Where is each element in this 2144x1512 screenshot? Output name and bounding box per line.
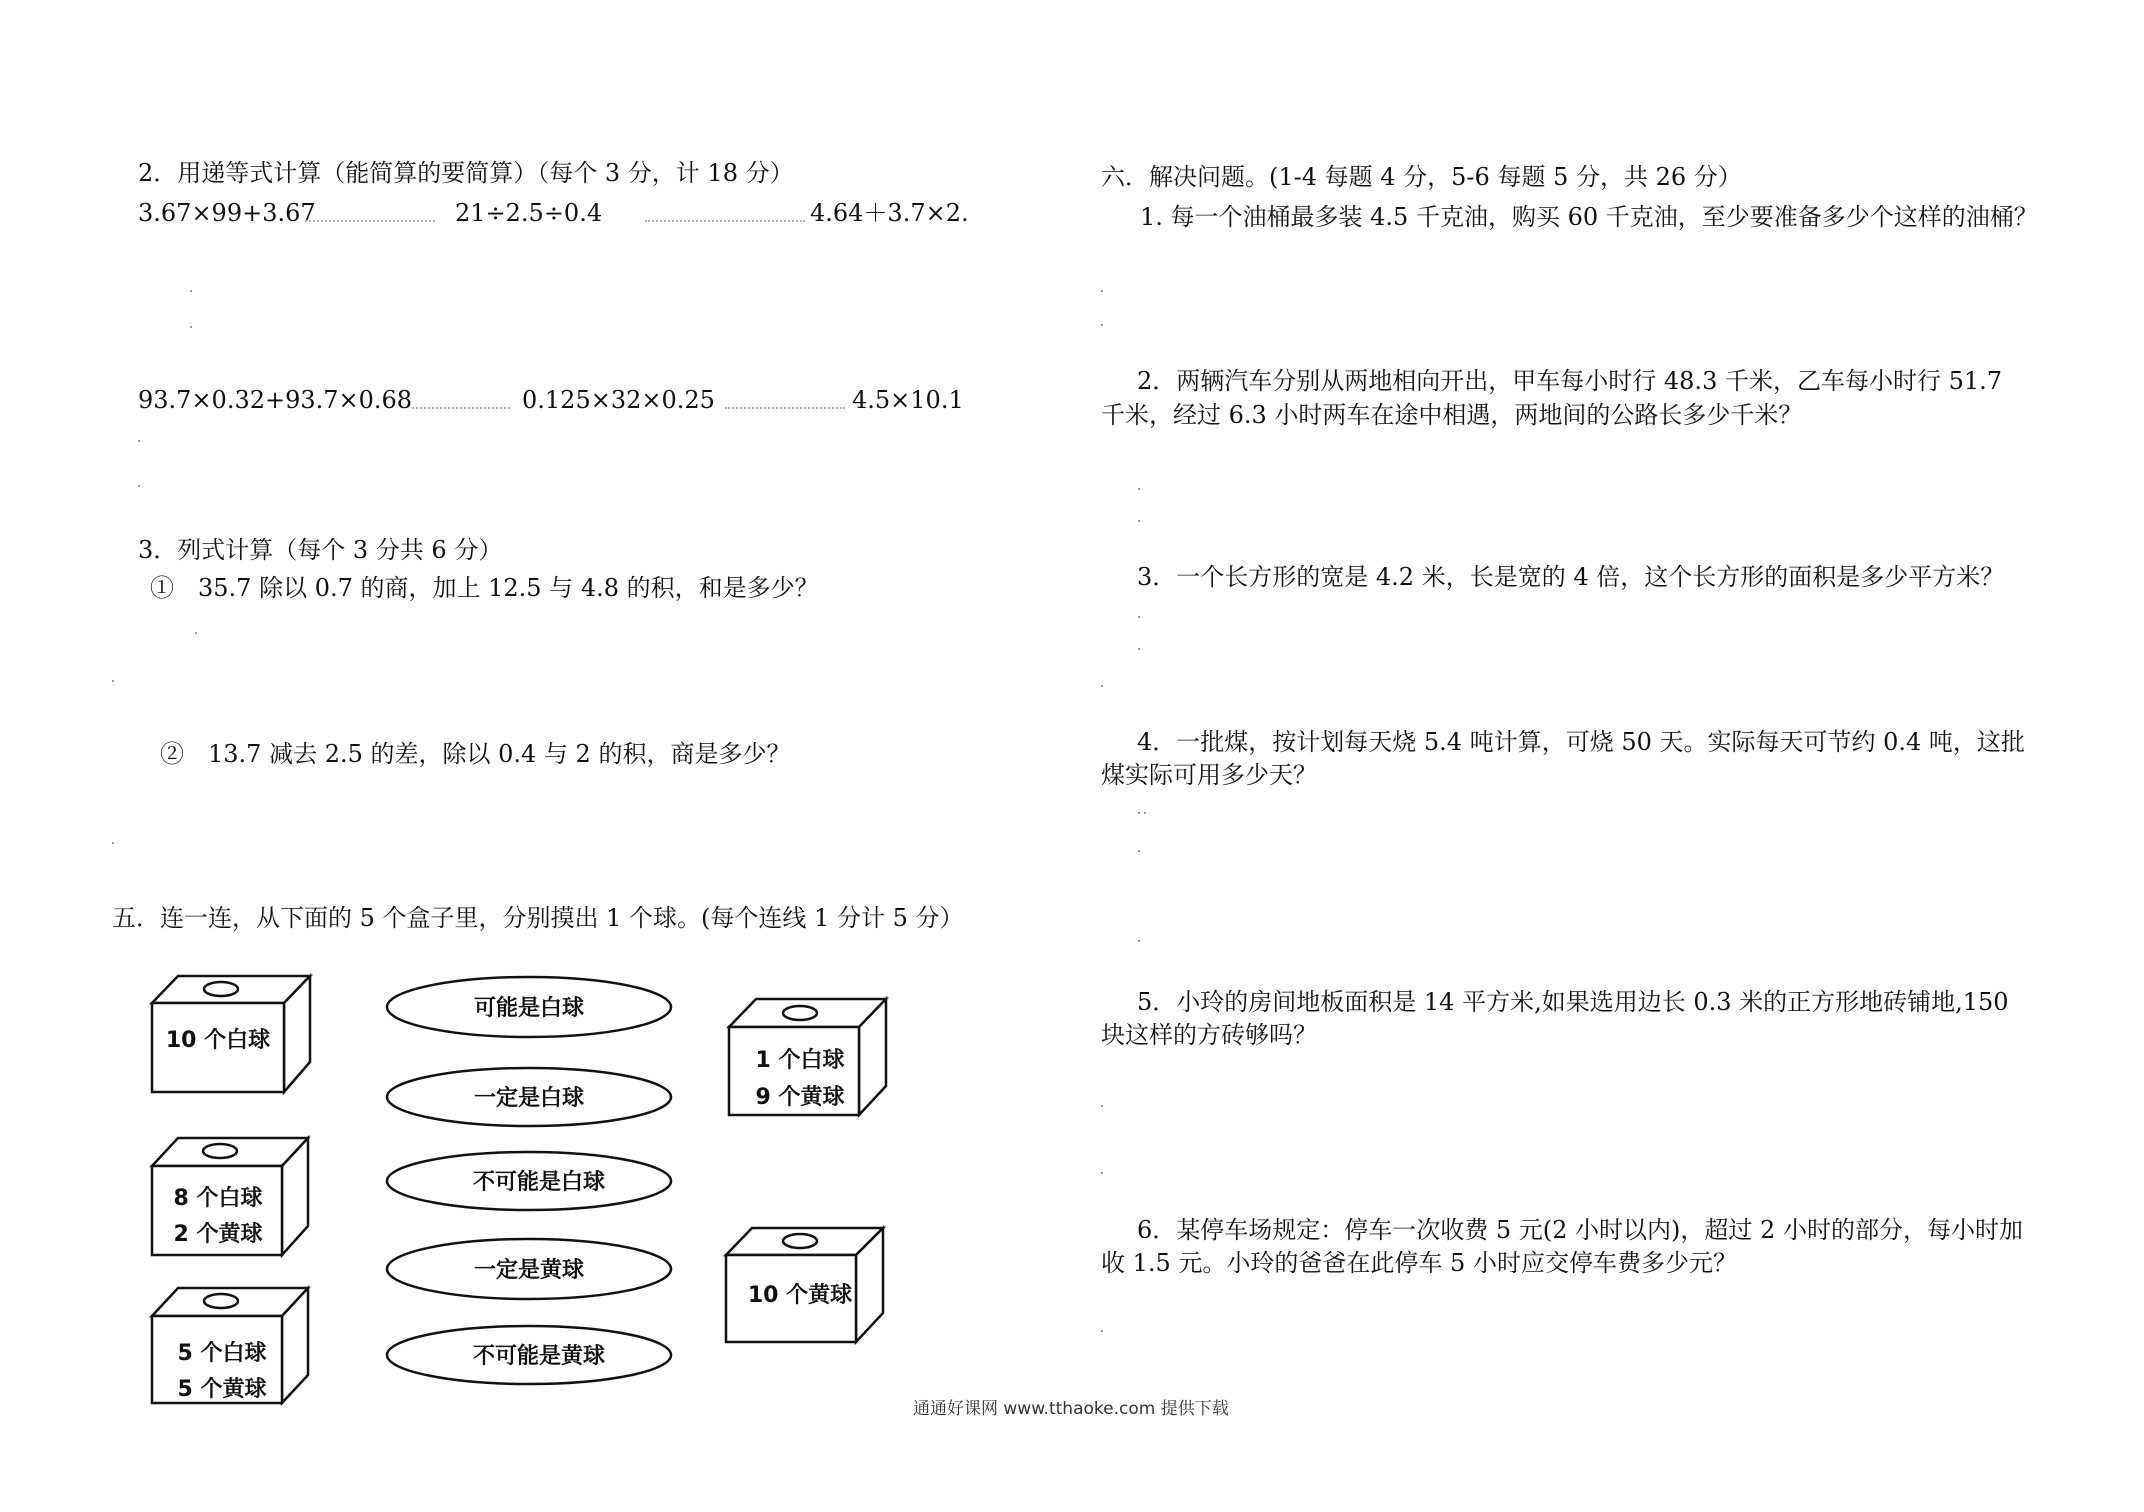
q2-heading: 2．用递等式计算（能简算的要简算）（每个 3 分，计 18 分）	[138, 159, 794, 187]
problem-1: 1. 每一个油桶最多装 4.5 千克油，购买 60 千克油，至少要准备多少个这样的油桶？	[1140, 203, 2038, 231]
problem-6-line2: 收 1.5 元。小玲的爸爸在此停车 5 小时应交停车费多少元？	[1101, 1249, 1737, 1277]
expr-5: 0.125×32×0.25	[522, 386, 715, 414]
problem-3: 3．一个长方形的宽是 4.2 米，长是宽的 4 倍，这个长方形的面积是多少平方米？	[1137, 563, 2005, 591]
option-label: 一定是黄球	[473, 1258, 585, 1283]
margin-dot	[1138, 850, 1140, 852]
box-hole	[783, 1006, 817, 1020]
margin-dot	[1138, 488, 1140, 490]
expr-4: 93.7×0.32+93.7×0.68	[138, 386, 413, 414]
box-hole	[204, 1294, 238, 1308]
margin-dot	[1101, 290, 1103, 292]
box-label: 10 个白球	[165, 1028, 271, 1053]
q3-item-1: ① 35.7 除以 0.7 的商，加上 12.5 与 4.8 的积，和是多少？	[150, 574, 819, 602]
problem-4-line1: 4．一批煤，按计划每天烧 5.4 吨计算，可烧 50 天。实际每天可节约 0.4 吨，这批	[1137, 728, 2025, 756]
margin-dot	[1101, 1172, 1103, 1174]
option-label: 不可能是黄球	[472, 1344, 606, 1369]
box-hole	[783, 1234, 817, 1248]
box-label-line2: 9 个黄球	[755, 1085, 845, 1110]
option-label: 不可能是白球	[472, 1170, 606, 1195]
problem-6-line1: 6．某停车场规定：停车一次收费 5 元(2 小时以内)，超过 2 小时的部分，每小时加	[1137, 1216, 2023, 1244]
margin-dot	[1101, 1105, 1103, 1107]
margin-dot	[1138, 520, 1140, 522]
margin-dot	[1144, 812, 1146, 814]
margin-dot	[1138, 940, 1140, 942]
expr-1: 3.67×99+3.67	[138, 199, 316, 227]
problem-5-line2: 块这样的方砖够吗？	[1101, 1021, 1317, 1049]
box-label-line1: 1 个白球	[755, 1048, 845, 1073]
box-label-line2: 5 个黄球	[177, 1377, 267, 1402]
footer-credit: 通通好课网 www.tthaoke.com 提供下载	[913, 1399, 1229, 1419]
problem-2-line2: 千米，经过 6.3 小时两车在途中相遇，两地间的公路长多少千米？	[1101, 401, 1803, 429]
section6-heading: 六．解决问题。(1-4 每题 4 分，5-6 每题 5 分，共 26 分）	[1101, 163, 1742, 191]
q3-item-2: ② 13.7 减去 2.5 的差，除以 0.4 与 2 的积，商是多少？	[160, 740, 791, 768]
expr-2: 21÷2.5÷0.4	[455, 199, 603, 227]
margin-dot	[1138, 812, 1140, 814]
q3-heading: 3．列式计算（每个 3 分共 6 分）	[138, 536, 503, 564]
box-label-line2: 2 个黄球	[173, 1222, 263, 1247]
margin-dot	[1101, 685, 1103, 687]
option-label: 可能是白球	[473, 996, 585, 1021]
box-label-line1: 8 个白球	[173, 1186, 263, 1211]
expr-3: 4.64＋3.7×2.	[810, 199, 969, 227]
box-hole	[203, 1144, 237, 1158]
box-label-line1: 5 个白球	[177, 1341, 267, 1366]
box-label: 10 个黄球	[747, 1283, 853, 1308]
margin-dot	[1138, 616, 1140, 618]
margin-dot	[1101, 324, 1103, 326]
problem-5-line1: 5．小玲的房间地板面积是 14 平方米,如果选用边长 0.3 米的正方形地砖铺地,150	[1137, 988, 2009, 1016]
box-hole	[204, 982, 238, 996]
option-label: 一定是白球	[473, 1086, 585, 1111]
margin-dot	[1138, 648, 1140, 650]
expr-6: 4.5×10.1	[852, 386, 964, 414]
problem-2-line1: 2．两辆汽车分别从两地相向开出，甲车每小时行 48.3 千米，乙车每小时行 51.7	[1137, 367, 2003, 395]
margin-dot	[1101, 1330, 1103, 1332]
problem-4-line2: 煤实际可用多少天？	[1101, 761, 1317, 789]
section5-heading: 五．连一连，从下面的 5 个盒子里，分别摸出 1 个球。(每个连线 1 分计 5 分）	[112, 904, 964, 932]
